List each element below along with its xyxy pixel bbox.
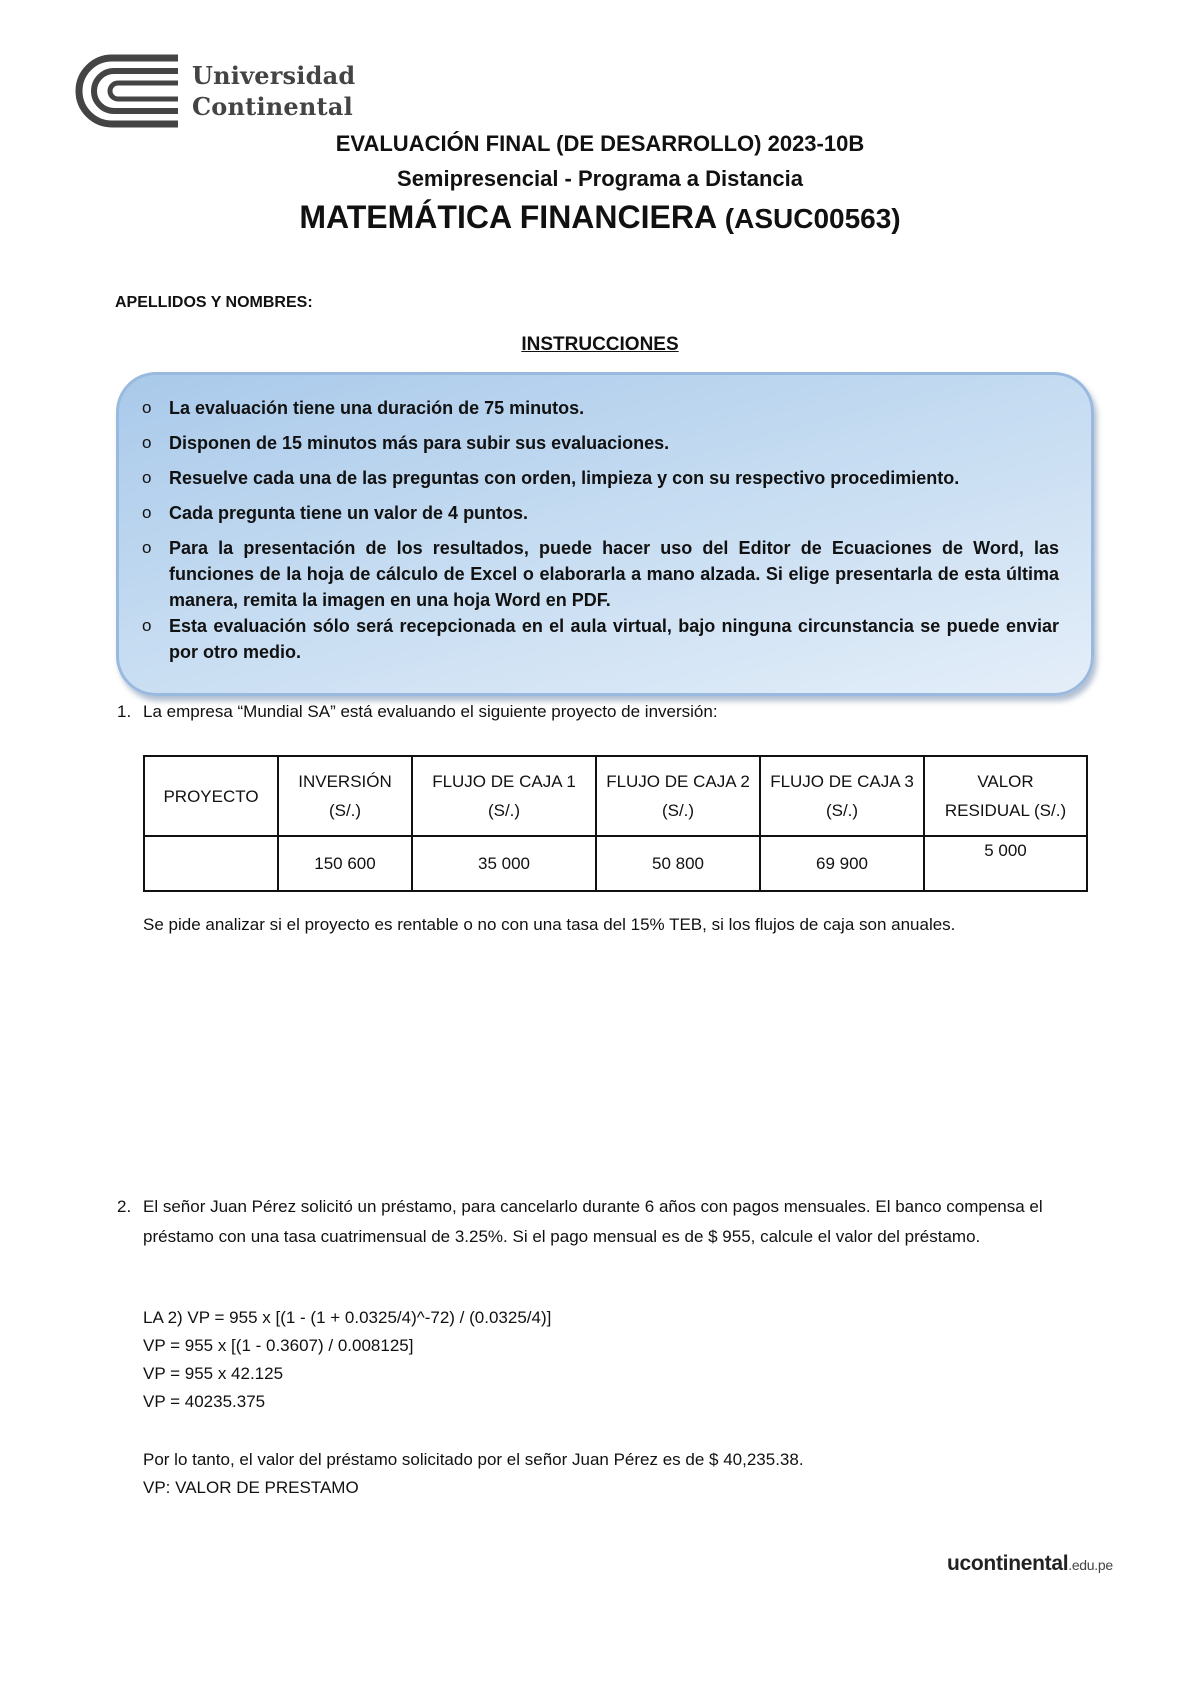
footer-brand-name: ucontinental (947, 1552, 1069, 1575)
bullet-icon: o (142, 398, 152, 417)
table-cell: 150 600 (278, 836, 412, 891)
course-title (0, 199, 1200, 236)
instruction-item: o Resuelve cada una de las preguntas con orden, limpieza y con su respectivo procedimiento. (169, 465, 1059, 491)
university-name-line1: Universidad (192, 61, 356, 90)
table-cell (144, 836, 278, 891)
course-name: MATEMÁTICA FINANCIERA (299, 199, 716, 235)
table-cell: 5 000 (924, 836, 1087, 891)
question-1-request: Se pide analizar si el proyecto es rentable o no con una tasa del 15% TEB, si los flujos de caja son anuales. (143, 915, 956, 934)
table-cell: 50 800 (596, 836, 760, 891)
instructions-title: INSTRUCCIONES (521, 334, 679, 355)
university-name (192, 60, 355, 122)
bullet-icon: o (142, 433, 152, 452)
exam-title: EVALUACIÓN FINAL (DE DESARROLLO) 2023-10B (335, 131, 865, 156)
exam-modality: Semipresencial - Programa a Distancia (397, 166, 803, 191)
question-1-text: 1. La empresa “Mundial SA” está evaluando el siguiente proyecto de inversión: (143, 697, 718, 727)
footer-brand (947, 1552, 1113, 1576)
footer-brand-domain: .edu.pe (1068, 1557, 1113, 1573)
bullet-icon: o (142, 468, 152, 487)
table-cell: 35 000 (412, 836, 596, 891)
instruction-item: o Para la presentación de los resultados, puede hacer uso del Editor de Ecuaciones de Word, las funciones de la hoja de cálculo de Excel o elaborarla a mano alzada. Si elige presentarla de esta última manera, remita la imagen en una hoja Word en PDF. (169, 535, 1059, 613)
column-header: VALOR RESIDUAL (S/.) (924, 756, 1087, 836)
instruction-item: o La evaluación tiene una duración de 75 minutos. (169, 395, 1059, 421)
work-line: LA 2) VP = 955 x [(1 - (1 + 0.0325/4)^-72) / (0.0325/4)] (143, 1308, 552, 1327)
work-line: VP = 955 x [(1 - 0.3607) / 0.008125] (143, 1336, 414, 1355)
conclusion-note: VP: VALOR DE PRESTAMO (143, 1478, 359, 1497)
instructions-list (119, 375, 1091, 665)
work-line: VP = 40235.375 (143, 1392, 266, 1411)
question-number: 2. (117, 1197, 132, 1216)
question-2-conclusion (143, 1446, 804, 1502)
table-cell: 69 900 (760, 836, 924, 891)
bullet-icon: o (142, 616, 152, 635)
instructions-box (116, 372, 1094, 696)
column-header: FLUJO DE CAJA 2 (S/.) (596, 756, 760, 836)
question-2-text: 2. El señor Juan Pérez solicitó un préstamo, para cancelarlo durante 6 años con pagos mensuales. El banco compensa el préstamo con una tasa cuatrimensual de 3.25%. Si el pago mensual es de $ 955, calcule el valor del préstamo. (143, 1192, 1103, 1252)
university-logo-icon (74, 52, 184, 130)
conclusion-text: Por lo tanto, el valor del préstamo solicitado por el señor Juan Pérez es de $ 40,235.38. (143, 1450, 804, 1469)
work-line: VP = 955 x 42.125 (143, 1364, 284, 1383)
bullet-icon: o (142, 503, 152, 522)
table-header-row (144, 756, 1087, 836)
course-code: (ASUC00563) (724, 203, 901, 234)
bullet-icon: o (142, 538, 152, 557)
column-header: PROYECTO (144, 756, 278, 836)
column-header: FLUJO DE CAJA 3 (S/.) (760, 756, 924, 836)
question-number: 1. (117, 702, 132, 721)
question-2-work (143, 1304, 551, 1416)
table-row (144, 836, 1087, 891)
project-table (143, 755, 1088, 892)
instruction-item: o Esta evaluación sólo será recepcionada en el aula virtual, bajo ninguna circunstancia se puede enviar por otro medio. (169, 613, 1059, 665)
column-header: INVERSIÓN (S/.) (278, 756, 412, 836)
university-name-line2: Continental (192, 92, 353, 121)
instruction-item: o Disponen de 15 minutos más para subir sus evaluaciones. (169, 430, 1059, 456)
instruction-item: o Cada pregunta tiene un valor de 4 puntos. (169, 500, 1059, 526)
column-header: FLUJO DE CAJA 1 (S/.) (412, 756, 596, 836)
student-name-label: APELLIDOS Y NOMBRES: (115, 294, 313, 311)
